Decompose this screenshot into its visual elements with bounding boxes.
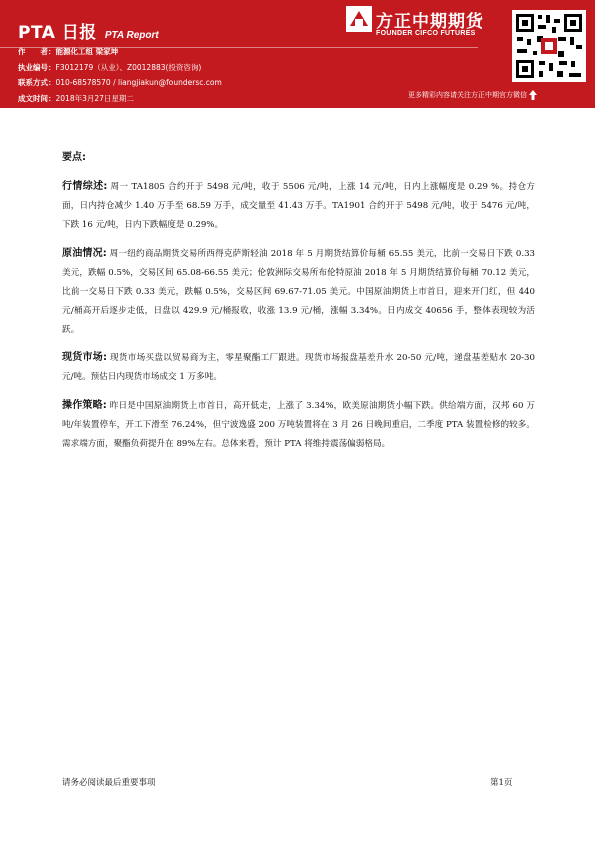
title-cn: PTA 日报 xyxy=(18,23,97,43)
section-market-review: 行情综述: 周一 TA1805 合约开于 5498 元/吨，收于 5506 元/吨，上涨 14 元/吨，日内上涨幅度是 0.29 %。持仓方面，日内持仓减少 1.40 万手至 68.59 万手，成交量至 41.43 万手。TA1901 合约开于 5498 元/吨，收于 5476 元/吨，下跌 16 元/吨，日内下跌幅度是 0.29%。 xyxy=(62,181,535,230)
wechat-note: 更多精彩内容请关注方正中期官方微信 xyxy=(408,90,537,100)
page-number: 第1页 xyxy=(490,778,513,788)
section-crude-oil: 原油情况: 周一纽约商品期货交易所西得克萨斯轻油 2018 年 5 月期货结算价每桶 65.55 美元，比前一交易日下跌 0.33 美元，跌幅 0.5%，交易区间 65.08-66.55 美元；伦敦洲际交易所布伦特原油 2018 年 5 月期货结算价每桶 70.12 美元，比前一交易日下跌 0.33 美元，跌幅 0.5%，交易区间 69.67-71.05 美元。中国原油期货上市首日，迎来开门红，但 440 元/桶高开后逐步走低，日盘以 429.9 元/桶报收，收涨 13.9 元/桶，涨幅 3.34%。日内成交 40656 手，整体表现较为活跃。 xyxy=(62,247,535,335)
date-row: 成文时间：2018年3月27日星期二 xyxy=(18,93,134,103)
report-header xyxy=(0,0,595,108)
company-logo xyxy=(346,6,498,42)
company-name-en: FOUNDER CIFCO FUTURES xyxy=(376,30,476,37)
title-en: PTA Report xyxy=(104,30,159,41)
logo-mark-icon xyxy=(346,6,372,32)
report-title xyxy=(18,18,159,43)
arrow-up-icon xyxy=(529,90,537,100)
section-spot-market: 现货市场: 现货市场买盘以贸易商为主，零星聚酯工厂跟进。现货市场报盘基差升水 20-50 元/吨，递盘基差贴水 20-30 元/吨。预估日内现货市场成交 1 万多吨。 xyxy=(62,352,535,383)
key-points-heading: 要点: xyxy=(62,152,86,163)
company-name-cn: 方正中期期货 xyxy=(376,12,484,32)
qr-code-icon xyxy=(512,10,586,82)
license-row: 执业编号：F3012179（从业）、Z0012883(投资咨询) xyxy=(18,62,202,72)
section-strategy: 操作策略: 昨日是中国原油期货上市首日，高开低走，上涨了 3.34%，欧美原油期货小幅下跌。供给端方面，汉邦 60 万吨/年装置停车，开工下滑至 76.24%，但宁波逸盛 200 万吨装置将在 3 月 26 日晚间重启，二季度 PTA 装置检修的较多。需求端方面，聚酯负荷提升在 89%左右。总体来看，预计 PTA 将维持震荡偏弱格局。 xyxy=(62,399,535,449)
footer-disclaimer: 请务必阅读最后重要事项 xyxy=(62,778,156,788)
report-body xyxy=(62,148,535,462)
author-meta xyxy=(18,44,222,106)
contact-row: 联系方式：010-68578570 / liangjiakun@foundersc.com xyxy=(18,78,222,87)
author-row: 作 者：能源化工组 梁家坤 xyxy=(18,47,119,56)
